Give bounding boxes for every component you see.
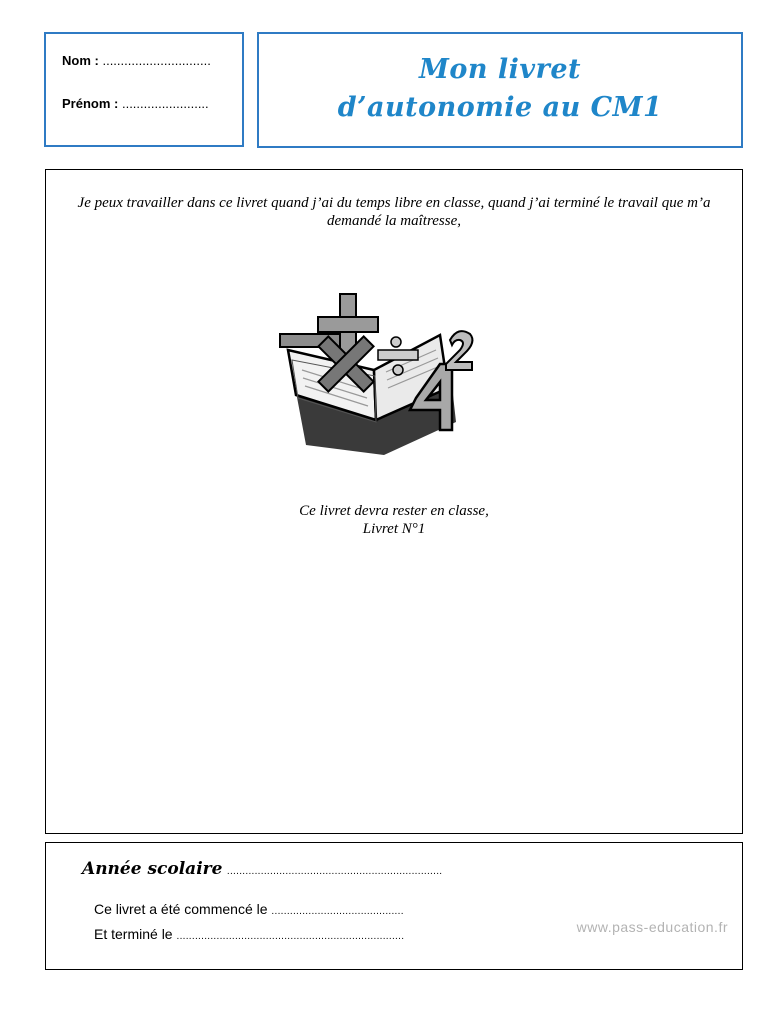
started-label: Ce livret a été commencé le [94,901,268,917]
intro-text: Je peux travailler dans ce livret quand j’ai du temps libre en classe, quand j’ai terminé le travail que m’a demandé la maîtresse, [77,195,711,229]
note-line-1: Ce livret devra rester en classe, [299,503,489,519]
prenom-field[interactable]: ........................ [121,96,209,111]
book-math-symbols-icon [278,290,494,460]
note-line-2: Livret N°1 [362,521,426,537]
nom-field[interactable]: .............................. [102,53,211,68]
finished-row [94,926,404,942]
prenom-row [62,96,209,111]
title-line-1: Mon livret [418,54,581,85]
title-line-2: d’autonomie au CM1 [337,92,663,123]
note-text [46,502,742,538]
school-year-label: Année scolaire [82,859,223,879]
main-content-box [45,169,743,834]
watermark: www.pass-education.fr [576,919,728,935]
student-name-box [44,32,244,147]
school-year-box [45,842,743,970]
school-year-row [82,859,442,879]
prenom-label: Prénom : [62,96,119,111]
finished-field[interactable]: .......................................................................... [176,931,405,942]
finished-label: Et terminé le [94,926,173,942]
school-year-field[interactable]: ...................................................................... [226,866,443,877]
nom-label: Nom : [62,53,99,68]
started-row [94,901,404,917]
nom-row [62,53,211,68]
title-box [257,32,743,148]
started-field[interactable]: ........................................... [271,906,404,917]
